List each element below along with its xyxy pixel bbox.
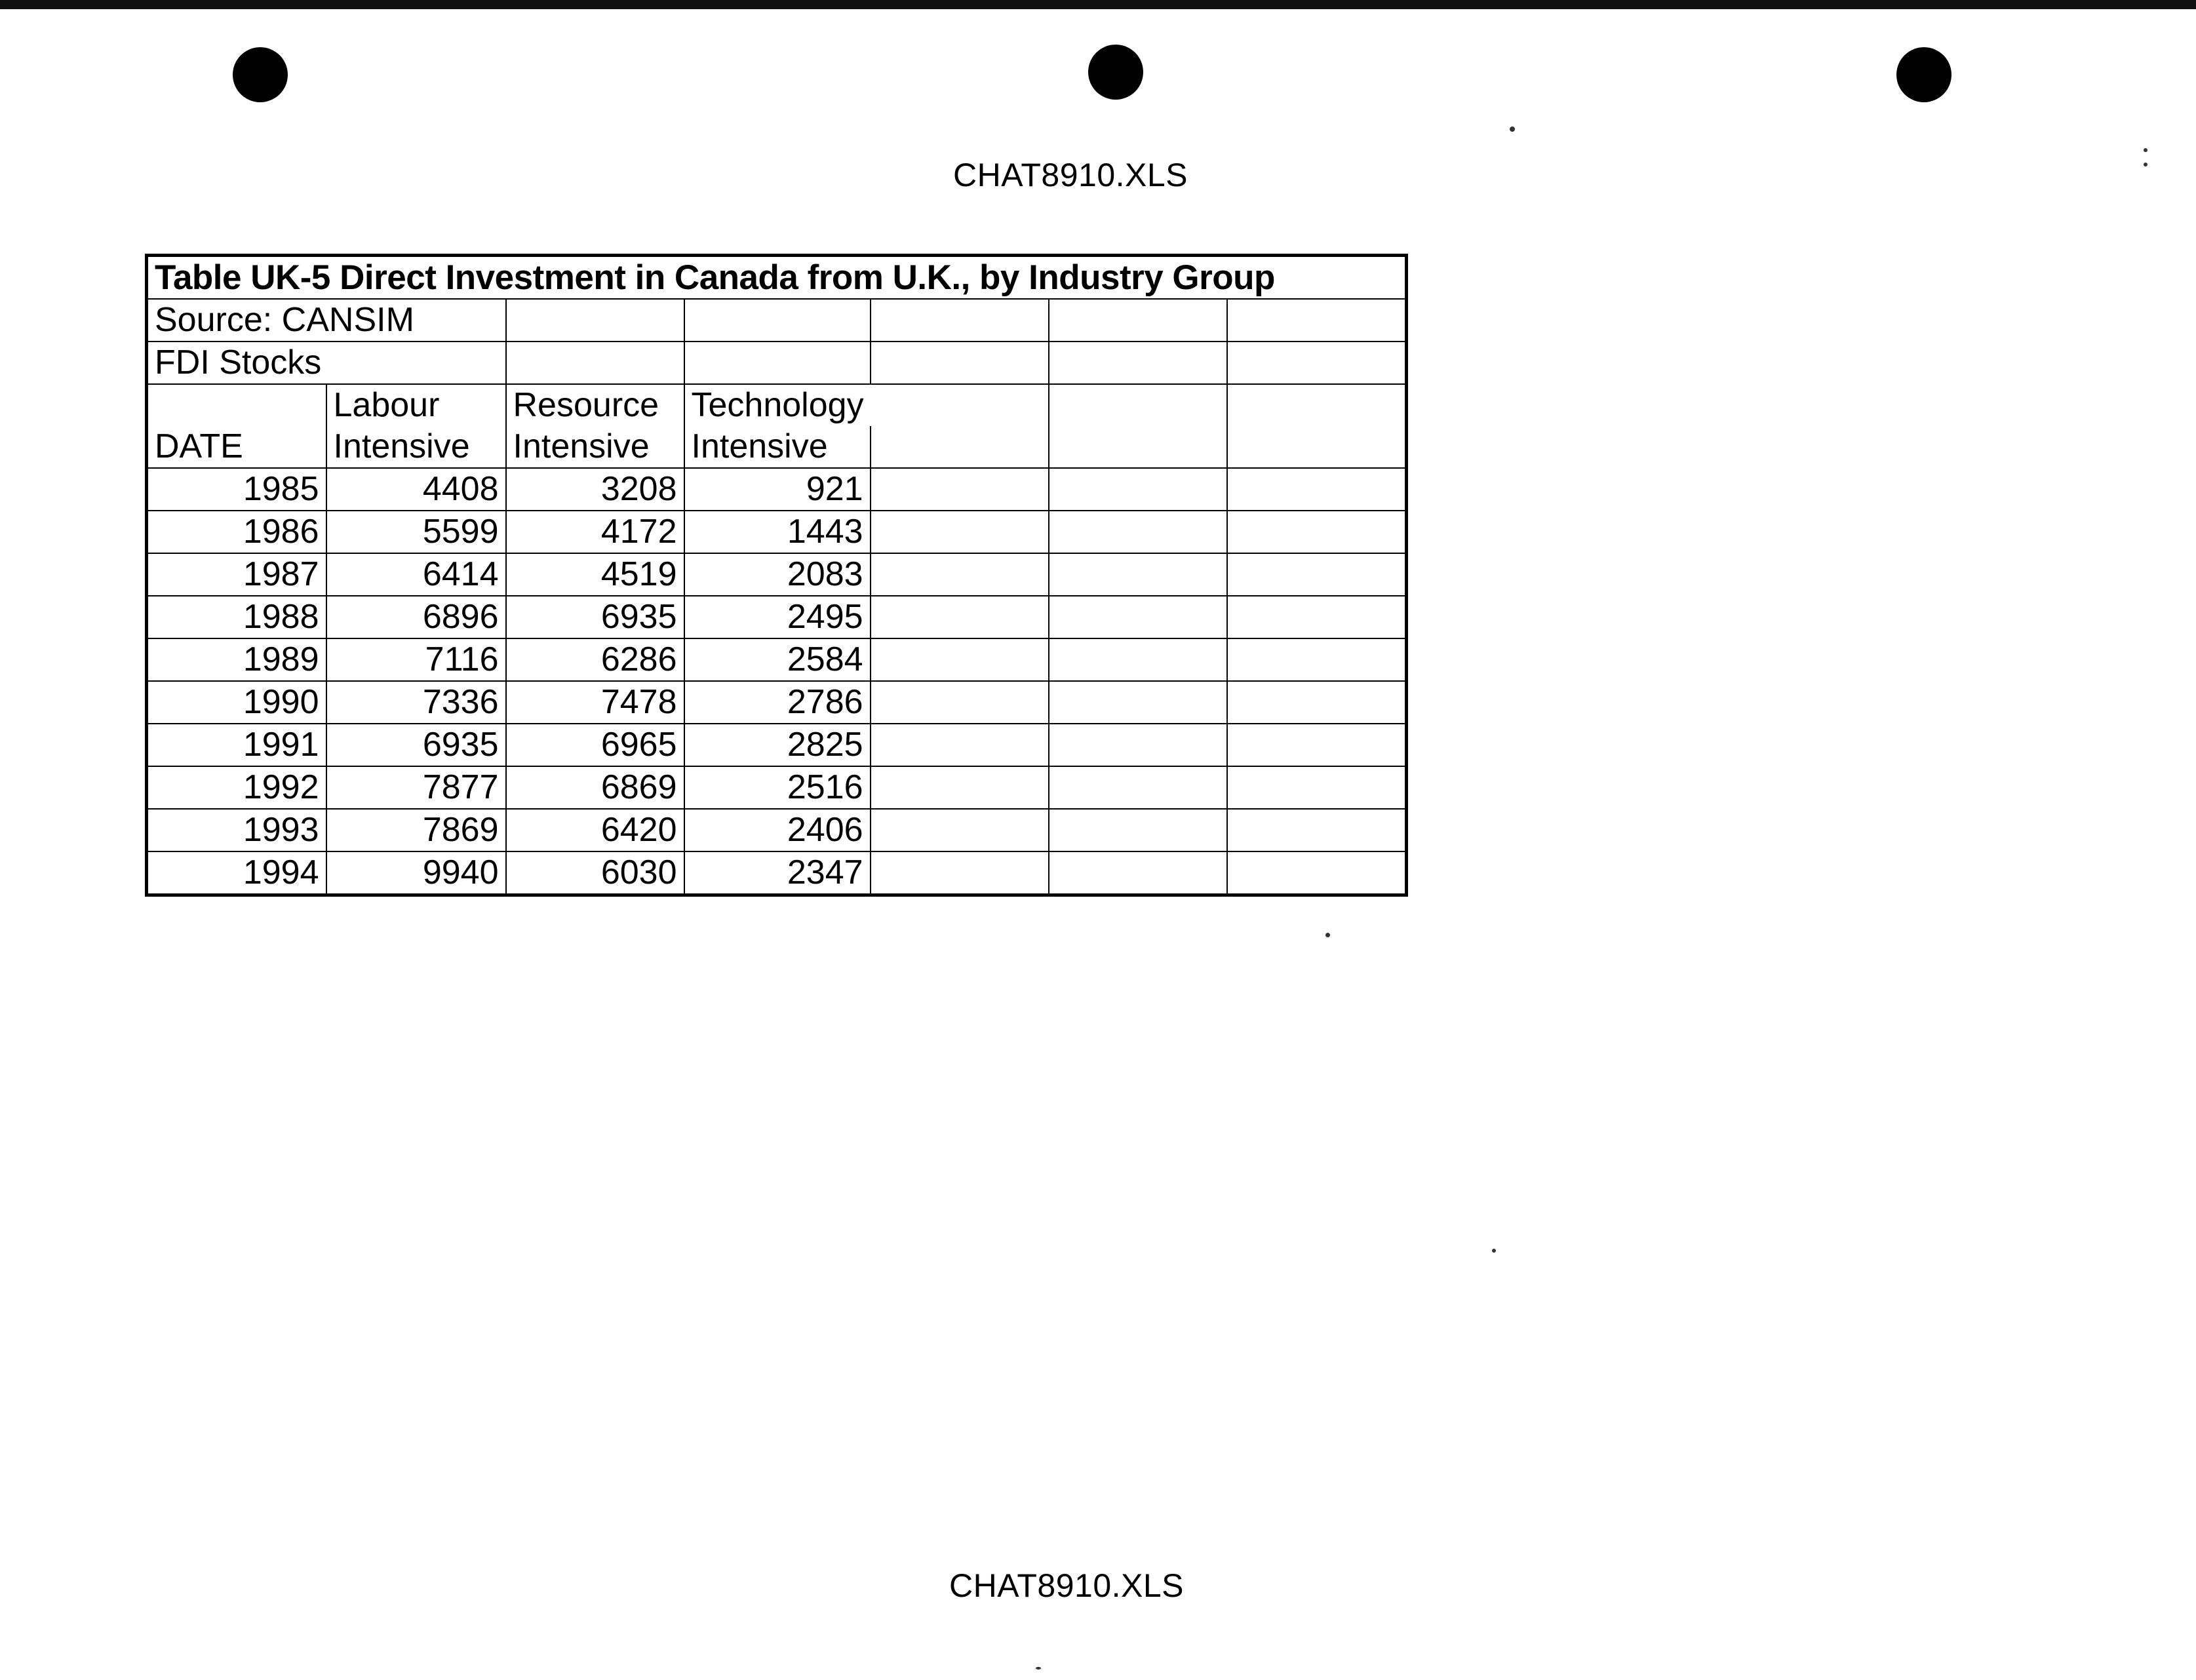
cell-resource: 7478 <box>506 681 684 724</box>
cell-technology: 2584 <box>684 638 871 681</box>
empty-cell <box>1227 809 1407 851</box>
punch-hole-center <box>1088 45 1143 100</box>
empty-cell <box>1227 468 1407 511</box>
cell-resource: 4519 <box>506 553 684 596</box>
empty-cell <box>871 681 1049 724</box>
empty-cell <box>1049 468 1227 511</box>
empty-cell <box>1049 681 1227 724</box>
empty-cell <box>1049 384 1227 426</box>
table-source-row <box>147 299 1407 342</box>
cell-technology: 2406 <box>684 809 871 851</box>
cell-labour: 9940 <box>326 851 506 895</box>
empty-cell <box>1227 342 1407 384</box>
scan-speck <box>1325 933 1330 937</box>
cell-technology: 2786 <box>684 681 871 724</box>
table-row <box>147 511 1407 553</box>
cell-date: 1986 <box>147 511 326 553</box>
cell-resource: 3208 <box>506 468 684 511</box>
empty-cell <box>871 851 1049 895</box>
empty-cell <box>871 553 1049 596</box>
cell-labour: 7116 <box>326 638 506 681</box>
cell-technology: 1443 <box>684 511 871 553</box>
empty-cell <box>871 426 1049 468</box>
column-header-resource-line2: Intensive <box>506 426 684 468</box>
table-source: Source: CANSIM <box>147 299 506 342</box>
column-header-labour-line1: Labour <box>326 384 506 426</box>
empty-cell <box>871 766 1049 809</box>
cell-labour: 6896 <box>326 596 506 638</box>
empty-cell <box>871 596 1049 638</box>
empty-cell <box>506 342 684 384</box>
cell-date: 1987 <box>147 553 326 596</box>
cell-date: 1993 <box>147 809 326 851</box>
empty-cell <box>506 299 684 342</box>
cell-date: 1988 <box>147 596 326 638</box>
table-row <box>147 638 1407 681</box>
empty-cell <box>1227 384 1407 426</box>
empty-cell <box>1049 426 1227 468</box>
empty-cell <box>1227 299 1407 342</box>
empty-cell <box>1227 724 1407 766</box>
column-header-row-1 <box>147 384 1407 426</box>
empty-cell <box>1049 511 1227 553</box>
scan-speck <box>1492 1249 1496 1253</box>
punch-hole-right <box>1896 47 1951 102</box>
empty-cell <box>871 511 1049 553</box>
empty-cell <box>871 468 1049 511</box>
scan-speck <box>2144 163 2147 166</box>
table-subtitle: FDI Stocks <box>147 342 506 384</box>
cell-resource: 6935 <box>506 596 684 638</box>
cell-resource: 6869 <box>506 766 684 809</box>
scan-speck <box>1036 1667 1041 1670</box>
cell-labour: 7336 <box>326 681 506 724</box>
punch-hole-left <box>233 47 288 102</box>
table-row <box>147 724 1407 766</box>
table-row <box>147 468 1407 511</box>
table-row <box>147 809 1407 851</box>
cell-technology: 2347 <box>684 851 871 895</box>
scan-speck <box>2144 148 2147 152</box>
empty-cell <box>871 384 1049 426</box>
footer-filename: CHAT8910.XLS <box>949 1567 1185 1604</box>
empty-cell <box>871 299 1049 342</box>
empty-cell <box>1049 766 1227 809</box>
column-header-labour-line2: Intensive <box>326 426 506 468</box>
empty-cell <box>1049 553 1227 596</box>
empty-cell <box>1227 638 1407 681</box>
empty-cell <box>1227 766 1407 809</box>
cell-date: 1992 <box>147 766 326 809</box>
empty-cell <box>1227 553 1407 596</box>
empty-cell <box>1227 511 1407 553</box>
empty-cell <box>1049 299 1227 342</box>
cell-resource: 6965 <box>506 724 684 766</box>
cell-technology: 2083 <box>684 553 871 596</box>
empty-cell <box>1227 426 1407 468</box>
cell-labour: 7869 <box>326 809 506 851</box>
empty-cell <box>1049 809 1227 851</box>
cell-technology: 921 <box>684 468 871 511</box>
empty-cell <box>871 342 1049 384</box>
table-row <box>147 766 1407 809</box>
empty-cell <box>1227 596 1407 638</box>
table-row <box>147 553 1407 596</box>
table-title-row <box>147 256 1407 300</box>
column-header-date: DATE <box>147 426 326 468</box>
header-filename: CHAT8910.XLS <box>953 157 1188 193</box>
table-row <box>147 851 1407 895</box>
cell-date: 1991 <box>147 724 326 766</box>
empty-cell <box>871 809 1049 851</box>
cell-resource: 4172 <box>506 511 684 553</box>
empty-cell <box>1227 851 1407 895</box>
empty-cell <box>1049 638 1227 681</box>
cell-date: 1994 <box>147 851 326 895</box>
empty-cell <box>684 342 871 384</box>
empty-cell <box>1049 851 1227 895</box>
cell-technology: 2495 <box>684 596 871 638</box>
cell-technology: 2516 <box>684 766 871 809</box>
cell-labour: 6414 <box>326 553 506 596</box>
cell-labour: 7877 <box>326 766 506 809</box>
table-subtitle-row <box>147 342 1407 384</box>
scan-top-edge <box>0 0 2196 9</box>
empty-cell <box>684 299 871 342</box>
empty-cell <box>1049 724 1227 766</box>
empty-cell <box>1227 681 1407 724</box>
column-header-resource-line1: Resource <box>506 384 684 426</box>
cell-resource: 6420 <box>506 809 684 851</box>
column-header-date-line1 <box>147 384 326 426</box>
empty-cell <box>1049 342 1227 384</box>
empty-cell <box>1049 596 1227 638</box>
cell-date: 1985 <box>147 468 326 511</box>
table-body <box>147 468 1407 895</box>
column-header-row-2 <box>147 426 1407 468</box>
scan-speck <box>1510 127 1515 132</box>
table-row <box>147 596 1407 638</box>
cell-date: 1990 <box>147 681 326 724</box>
column-header-technology-line1: Technology <box>684 384 871 426</box>
empty-cell <box>871 638 1049 681</box>
cell-technology: 2825 <box>684 724 871 766</box>
table-row <box>147 681 1407 724</box>
cell-resource: 6030 <box>506 851 684 895</box>
empty-cell <box>871 724 1049 766</box>
cell-resource: 6286 <box>506 638 684 681</box>
cell-labour: 5599 <box>326 511 506 553</box>
column-header-technology-line2: Intensive <box>684 426 871 468</box>
table-title: Table UK-5 Direct Investment in Canada from U.K., by Industry Group <box>147 256 1407 300</box>
data-table <box>145 254 1408 897</box>
cell-labour: 6935 <box>326 724 506 766</box>
cell-labour: 4408 <box>326 468 506 511</box>
cell-date: 1989 <box>147 638 326 681</box>
